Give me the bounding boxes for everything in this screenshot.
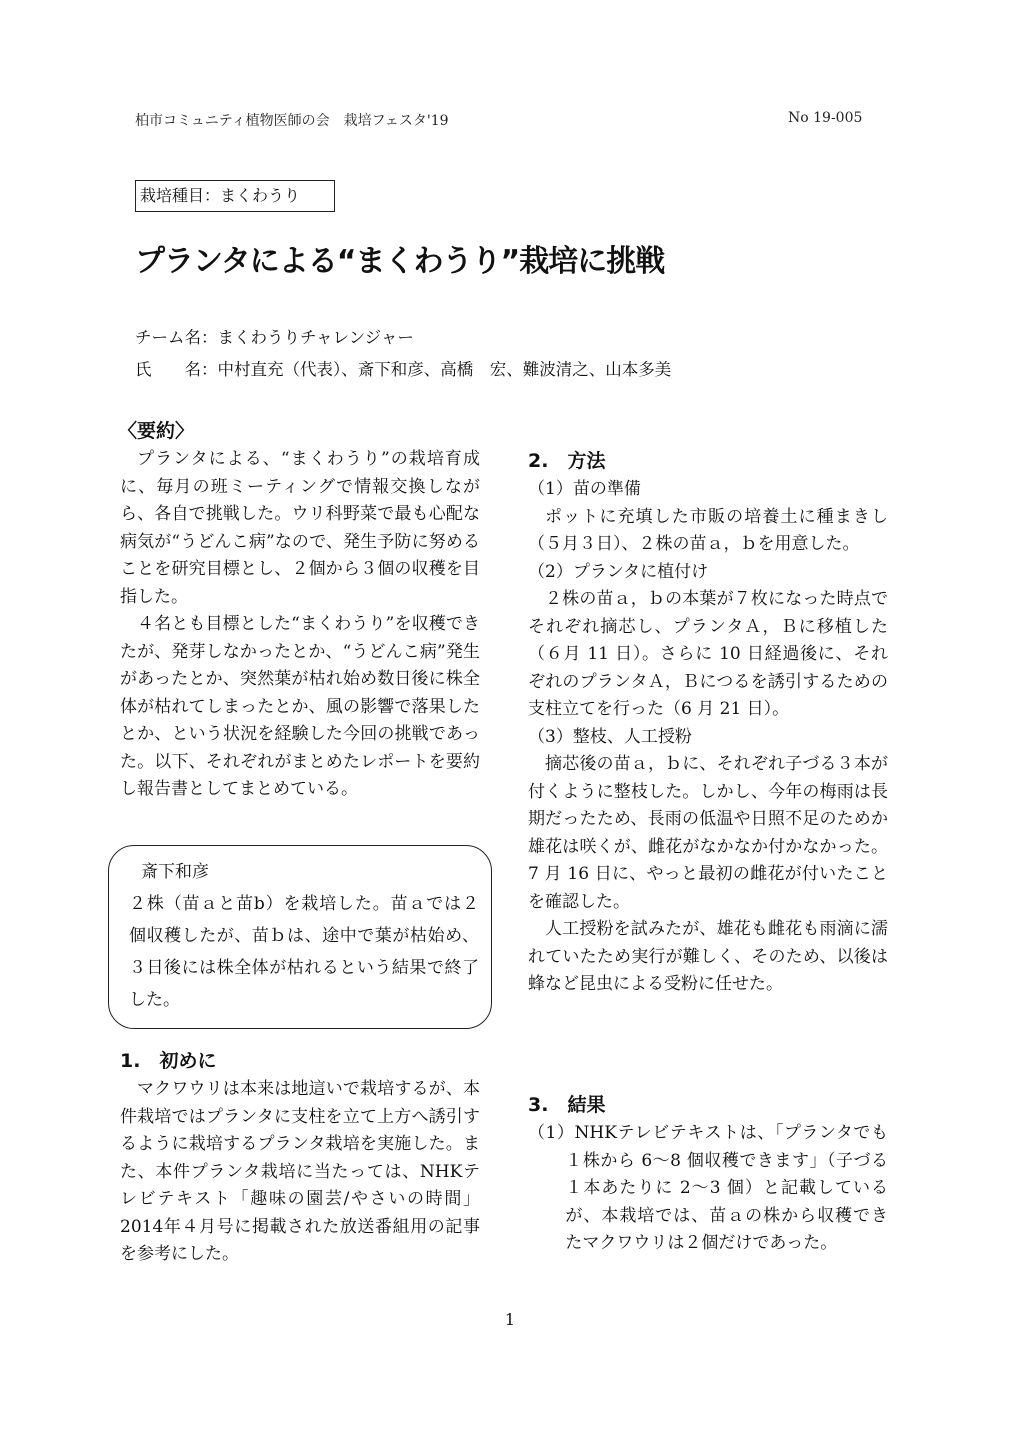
right-column xyxy=(528,446,888,999)
summary-heading: 〈要約〉 xyxy=(118,420,195,442)
section1-paragraph: マクワウリは本来は地這いで栽培するが、本件栽培ではプランタに支柱を立て上方へ誘引するように栽培するプランタ栽培を実施した。また、本件プランタ栽培に当たっては、NHKテレビテキスト「趣味の園芸/やさいの時間」2014年４月号に掲載された放送番組用の記事を参考にした。 xyxy=(120,1079,480,1264)
member-summary-text: ２株（苗ａと苗b）を栽培した。苗ａでは２個収穫したが、苗ｂは、途中で葉が枯始め、３日後には株全体が枯れるという結果で終了した。 xyxy=(129,894,479,1010)
member-names: 中村直充（代表）、斎下和彦、高橋 宏、難波清之、山本多美 xyxy=(217,360,672,379)
member-summary-box xyxy=(108,845,492,1029)
member-name: 斎下和彦 xyxy=(141,862,209,882)
section2-p2: ２株の苗ａ，ｂの本葉が７枚になった時点でそれぞれ摘芯し、プランタＡ，Ｂに移植した（６月 11 日）。さらに 10 日経過後に、それぞれのプランタＡ，Ｂにつるを誘引するための支柱立てを行った（6 月 21 日）。 xyxy=(528,589,888,719)
team-name: まくわうりチャレンジャー xyxy=(217,328,414,347)
page-title: プランタによる“まくわうり”栽培に挑戦 xyxy=(135,244,665,279)
section2-heading: 2. 方法 xyxy=(528,450,606,472)
section1-heading: 1. 初めに xyxy=(120,1050,217,1072)
section2-p1: ポットに充填した市販の培養土に種まきし（５月３日）、２株の苗ａ，ｂを用意した。 xyxy=(528,506,888,554)
section3 xyxy=(528,1090,888,1258)
names-label: 氏 名： xyxy=(135,360,218,379)
section2-p3: 摘芯後の苗ａ，ｂに、それぞれ子づる３本が付くように整枝した。しかし、今年の梅雨は長期だったため、長雨の低温や日照不足のためか雄花は咲くが、雌花がなかなか付かなかった。7 月 16 日に、やっと最初の雌花が付いたことを確認した。 xyxy=(528,754,888,912)
summary-paragraph-2: ４名とも目標とした“まくわうり”を収穫できたが、発芽しなかったとか、“うどんこ病”発生があったとか、突然葉が枯れ始め数日後に株全体が枯れてしまったとか、風の影響で落果したとか、という状況を経験した今回の挑戦であった。以下、それぞれがまとめたレポートを要約し報告書としてまとめている。 xyxy=(120,614,480,799)
header-left: 柏市コミュニティ植物医師の会 栽培フェスタ'19 xyxy=(135,113,449,129)
section3-heading: 3. 結果 xyxy=(528,1094,606,1116)
page-number: 1 xyxy=(504,1310,516,1329)
team-line xyxy=(135,324,414,348)
section1 xyxy=(120,1046,480,1269)
team-label: チーム名： xyxy=(135,328,218,347)
section2-sub3: （3）整枝、人工授粉 xyxy=(528,726,692,747)
left-column xyxy=(120,416,480,804)
summary-paragraph-1: プランタによる、“まくわうり”の栽培育成に、毎月の班ミーティングで情報交換しながら、各自で挑戦した。ウリ科野菜で最も心配な病気が“うどんこ病”なので、発生予防に努めることを研究目標とし、２個から３個の収穫を目指した。 xyxy=(120,449,480,607)
section3-item1: （1）NHKテレビテキストは、「プランタでも１株から 6〜8 個収穫できます」（子づる１本あたりに 2〜3 個）と記載しているが、本栽培では、苗ａの株から収穫できたマクワウリは２個だけであった。 xyxy=(528,1123,888,1253)
header-doc-number: No 19-005 xyxy=(788,110,863,126)
section2-sub1: （1）苗の準備 xyxy=(528,479,641,499)
section2-sub2: （2）プランタに植付け xyxy=(528,561,709,582)
names-line xyxy=(135,356,671,380)
section2-p4: 人工授粉を試みたが、雄花も雌花も雨滴に濡れていたため実行が難しく、そのため、以後は蜂など昆虫による受粉に任せた。 xyxy=(528,919,888,994)
category-box: 栽培種目：まくわうり xyxy=(135,180,335,212)
